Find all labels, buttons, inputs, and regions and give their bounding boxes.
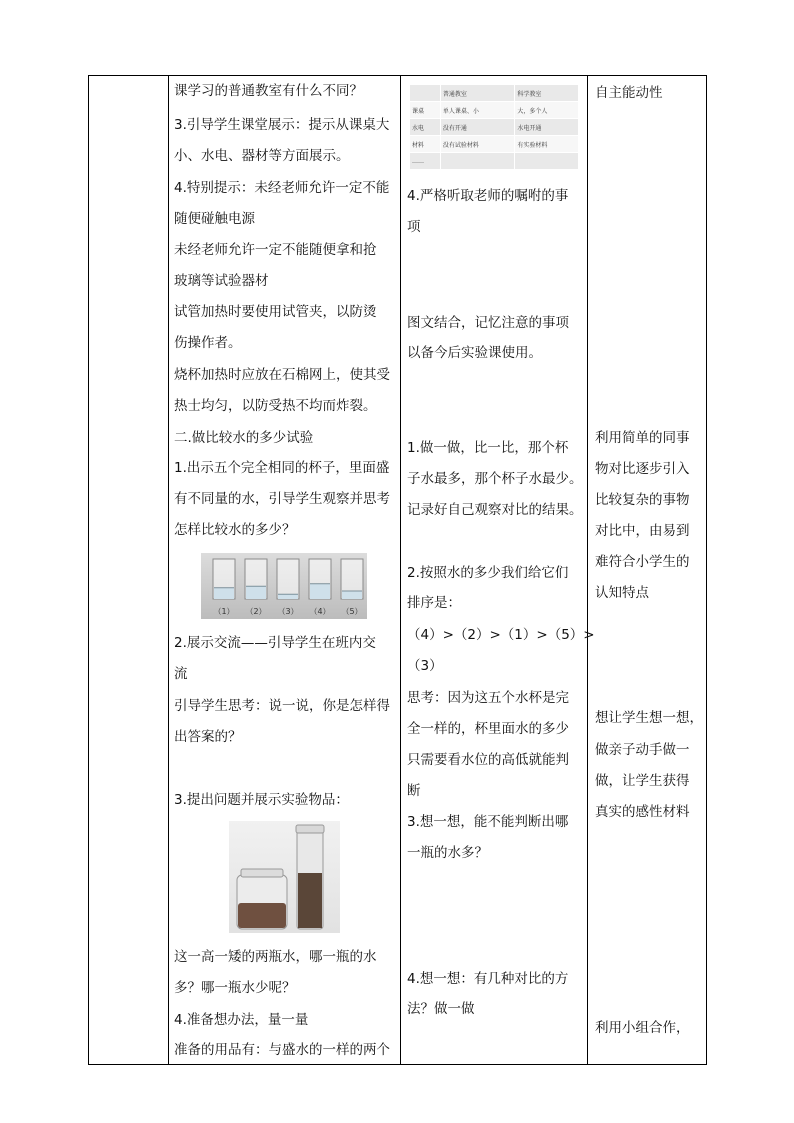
mini-cell — [440, 153, 514, 170]
cup-water-level — [310, 584, 330, 599]
jars-illustration — [229, 821, 340, 933]
text-line: 排序是： — [407, 595, 461, 611]
mini-cell — [515, 153, 579, 170]
text-line: 难符合小学生的 — [595, 554, 690, 570]
design-intent-column — [588, 76, 706, 1064]
text-line: 1.做一做，比一比，那个杯 — [407, 440, 569, 456]
text-line: 做，让学生获得 — [595, 773, 690, 789]
cup-water-level — [214, 588, 234, 599]
text-line: 怎样比较水的多少？ — [174, 522, 296, 538]
cup — [341, 559, 363, 616]
text-line: 2.展示交流——引导学生在班内交 — [174, 635, 376, 651]
text-line: 利用小组合作， — [595, 1020, 690, 1036]
text-line: 热士均匀，以防受热不均而炸裂。 — [174, 398, 377, 414]
text-line: 做亲子动手做一 — [595, 742, 690, 758]
text-line: 一瓶的水多？ — [407, 845, 488, 861]
cup-label: （5） — [341, 607, 363, 616]
cup-water-level — [342, 591, 362, 599]
cup-label: （4） — [309, 607, 331, 616]
mini-cell: 材料 — [410, 136, 441, 153]
mini-cell: 水电开通 — [515, 119, 579, 136]
text-line: 思考：因为这五个水杯是完 — [407, 690, 569, 706]
mini-header — [410, 85, 441, 102]
text-line: 引导学生思考：说一说，你是怎样得 — [174, 698, 390, 714]
text-line: 准备的用品有：与盛水的一样的两个 — [174, 1042, 390, 1058]
text-line: 出答案的？ — [174, 729, 242, 745]
mini-cell: …… — [410, 153, 441, 170]
cup-label: （2） — [245, 607, 267, 616]
text-line: 有不同量的水，引导学生观察并思考 — [174, 491, 390, 507]
text-line: 随便碰触电源 — [174, 211, 255, 227]
teacher-activity-column — [169, 76, 400, 1064]
text-line: 3.提出问题并展示实验物品： — [174, 792, 349, 808]
five-cups-photo — [201, 553, 367, 619]
text-line: 4.想一想：有几种对比的方 — [407, 971, 569, 987]
text-line: 比较复杂的事物 — [595, 492, 690, 508]
text-line: 流 — [174, 666, 188, 682]
text-line: 玻璃等试验器材 — [174, 273, 269, 289]
text-line: 全一样的，杯里面水的多少 — [407, 721, 569, 737]
cup-label: （1） — [213, 607, 235, 616]
cup-water-level — [278, 594, 298, 599]
mini-cell: 课桌 — [410, 102, 441, 119]
two-jars-photo — [229, 821, 340, 933]
text-line: 3.想一想，能不能判断出哪 — [407, 814, 569, 830]
text-line: 记录好自己观察对比的结果。 — [407, 502, 583, 518]
mini-header: 科学教室 — [515, 85, 579, 102]
text-line: 对比中，由易到 — [595, 523, 690, 539]
text-line: 未经老师允许一定不能随便拿和抢 — [174, 242, 377, 258]
ranking-line: （4）>（2）>（1）>（5）> — [407, 627, 595, 643]
text-line: 子水最多，那个杯子水最少。 — [407, 471, 583, 487]
ranking-line: （3） — [407, 658, 443, 674]
text-line: 图文结合，记忆注意的事项 — [407, 315, 569, 331]
text-line: 自主能动性 — [595, 85, 663, 101]
mini-cell: 有实验材料 — [515, 136, 579, 153]
text-line: 利用简单的同事 — [595, 430, 690, 446]
cup-glass — [277, 559, 299, 599]
text-line: 4.特别提示：未经老师允许一定不能 — [174, 180, 390, 196]
mini-cell: 没有试验材料 — [440, 136, 514, 153]
cup — [277, 559, 299, 616]
text-line: 多？哪一瓶水少呢？ — [174, 980, 296, 996]
mini-cell: 大，多个人 — [515, 102, 579, 119]
mini-cell: 单人课桌、小 — [440, 102, 514, 119]
text-line: 以备今后实验课使用。 — [407, 345, 542, 361]
text-line: 断 — [407, 783, 421, 799]
cup-label: （3） — [277, 607, 299, 616]
mini-header: 普通教室 — [440, 85, 514, 102]
text-line: 认知特点 — [595, 585, 649, 601]
cup — [309, 559, 331, 616]
student-activity-column — [401, 76, 595, 1064]
text-line: 项 — [407, 219, 421, 235]
section-heading: 二.做比较水的多少试验 — [174, 430, 314, 446]
text-line: 小、水电、器材等方面展示。 — [174, 148, 350, 164]
text-line: 4.严格听取老师的嘱咐的事 — [407, 188, 569, 204]
text-line: 物对比逐步引入 — [595, 461, 690, 477]
text-line: 4.准备想办法，量一量 — [174, 1012, 309, 1028]
text-line: 想让学生想一想， — [595, 710, 703, 726]
text-line: 只需要看水位的高低就能判 — [407, 752, 569, 768]
text-line: 1.出示五个完全相同的杯子，里面盛 — [174, 460, 390, 476]
mini-cell: 没有开通 — [440, 119, 514, 136]
text-line: 真实的感性材料 — [595, 804, 690, 820]
text-line: 2.按照水的多少我们给它们 — [407, 565, 569, 581]
cups-illustration — [201, 553, 367, 619]
text-line: 课学习的普通教室有什么不同？ — [174, 83, 363, 99]
mini-cell: 水电 — [410, 119, 441, 136]
cup — [245, 559, 267, 616]
text-line: 这一高一矮的两瓶水，哪一瓶的水 — [174, 949, 377, 965]
text-line: 3.引导学生课堂展示：提示从课桌大 — [174, 117, 390, 133]
classroom-comparison-table — [409, 84, 579, 170]
text-line: 烧杯加热时应放在石棉网上，使其受 — [174, 367, 390, 383]
lesson-plan-table — [88, 75, 707, 1065]
cup-water-level — [246, 586, 266, 599]
text-line: 试管加热时要使用试管夹，以防烫 — [174, 304, 377, 320]
cup — [213, 559, 235, 616]
text-line: 伤操作者。 — [174, 335, 242, 351]
text-line: 法？做一做 — [407, 1001, 475, 1017]
